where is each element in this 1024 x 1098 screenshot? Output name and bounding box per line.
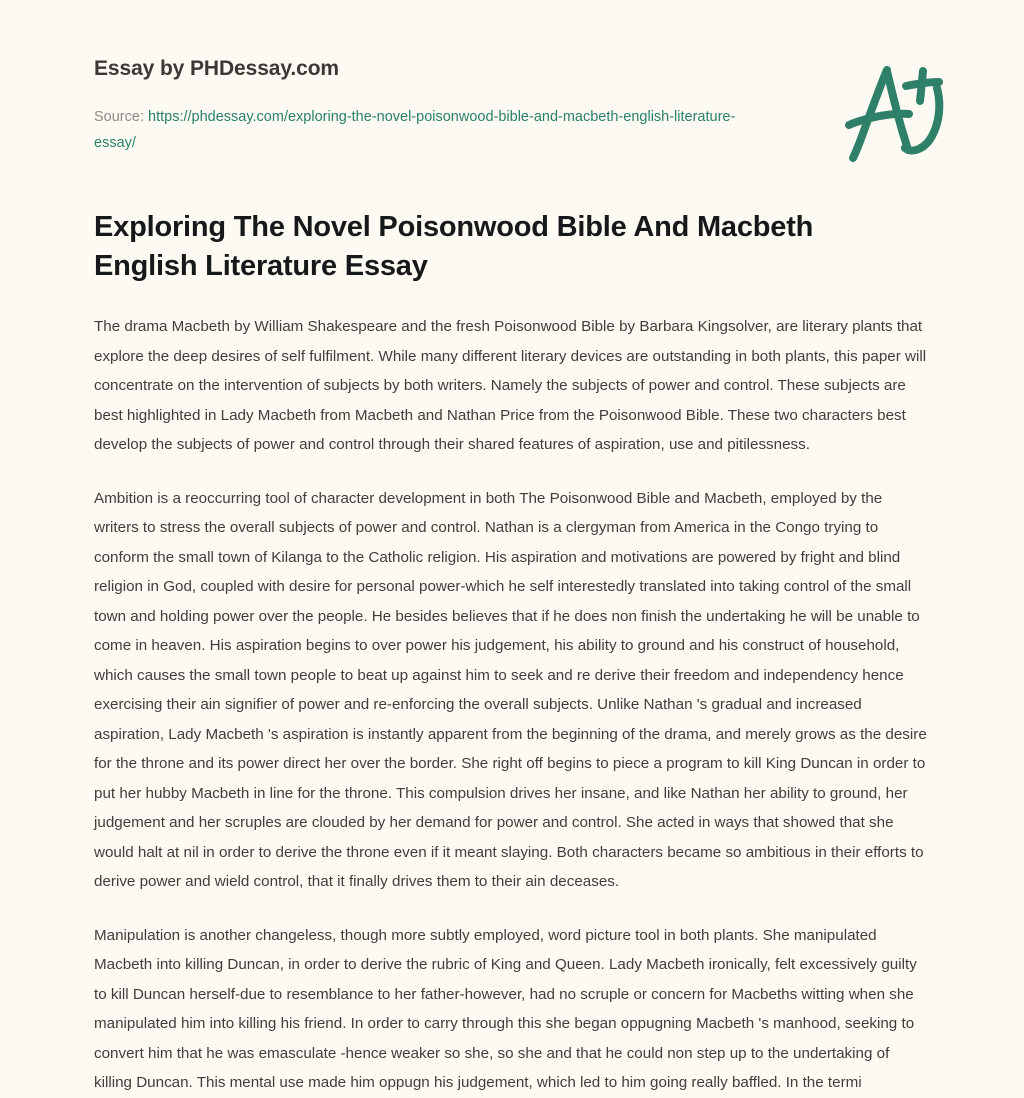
- a-plus-logo: [840, 58, 952, 170]
- source-label: Source:: [94, 109, 144, 125]
- article-body: [94, 312, 930, 1098]
- article-paragraph: The drama Macbeth by William Shakespeare and the fresh Poisonwood Bible by Barbara Kingsolver, are literary plants that explore the deep desires of self fulfilment. While many different literary devices are outstanding in both plants, this paper will concentrate on the intervention of subjects by both writers. Namely the subjects of power and control. These subjects are best highlighted in Lady Macbeth from Macbeth and Nathan Price from the Poisonwood Bible. These two characters best develop the subjects of power and control through their shared features of aspiration, use and pitilessness.: [94, 318, 927, 453]
- a-plus-icon: [840, 58, 952, 170]
- source-line: [94, 104, 754, 156]
- source-url-link[interactable]: https://phdessay.com/exploring-the-novel-poisonwood-bible-and-macbeth-english-literature-essay/: [94, 109, 736, 151]
- page-title: Exploring The Novel Poisonwood Bible And Macbeth English Literature Essay: [94, 211, 814, 282]
- page-header: [0, 0, 1024, 156]
- brand-title: Essay by PHDessay.com: [94, 57, 339, 80]
- article-paragraph: Manipulation is another changeless, though more subtly employed, word picture tool in both plants. She manipulated Macbeth into killing Duncan, in order to derive the rubric of King and Queen. Lady Macbeth ironically, felt excessively guilty to kill Duncan herself-due to resemblance to her father-however, had no scruple or concern for Macbeths witting when she manipulated him into killing his friend. In order to carry through this she began oppugning Macbeth 's manhood, seeking to convert him that he was emasculate -hence weaker so she, so she and that he could non step up to the undertaking of killing Duncan. This mental use made him oppugn his judgement, which led to him going really baffled. In the termi: [94, 926, 917, 1091]
- article-paragraph: Ambition is a reoccurring tool of character development in both The Poisonwood Bible and Macbeth, employed by the writers to stress the overall subjects of power and control. Nathan is a clergyman from America in the Congo trying to conform the small town of Kilanga to the Catholic religion. His aspiration and motivations are powered by fright and blind religion in God, coupled with desire for personal power-which he self interestedly translated into taking control of the small town and holding power over the people. He besides believes that if he does non finish the undertaking he will be unable to come in heaven. His aspiration begins to over power his judgement, his ability to ground and his construct of household, which causes the small town people to beat up against him to seek and re derive their freedom and independency hence exercising their ain signifier of power and re-enforcing the overall subjects. Unlike Nathan 's gradual and increased aspiration, Lady Macbeth 's aspiration is instantly apparent from the beginning of the drama, and merely grows as the desire for the throne and its power direct her over the border. She right off begins to piece a program to kill King Duncan in order to put her hubby Macbeth in line for the throne. This compulsion drives her insane, and like Nathan her ability to ground, her judgement and her scruples are clouded by her demand for power and control. She acted in ways that showed that she would halt at nil in order to derive the throne even if it meant slaying. Both characters became so ambitious in their efforts to derive power and wield control, that it finally drives them to their ain deceases.: [94, 489, 927, 890]
